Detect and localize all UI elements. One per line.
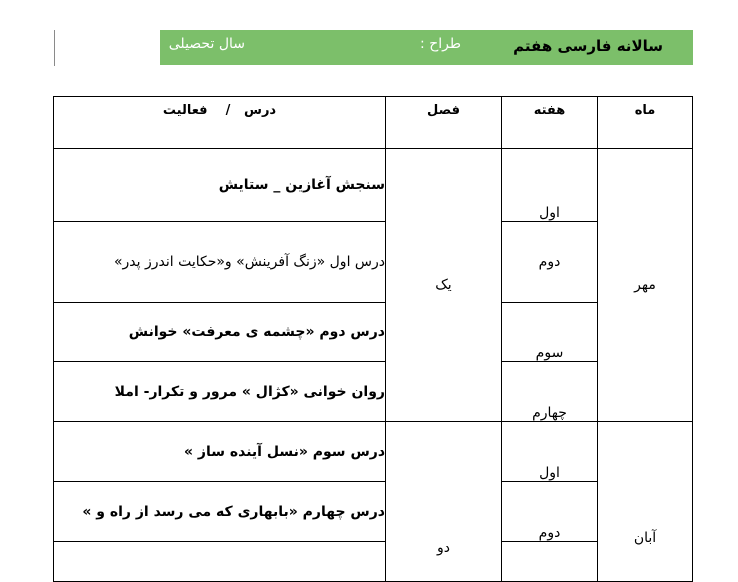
designer-label: طراح : [420, 36, 461, 52]
academic-year-label: سال تحصیلی [168, 36, 245, 52]
week-cell: اول [502, 422, 598, 482]
header-chapter: فصل [386, 97, 502, 149]
table-row [54, 542, 693, 582]
header-week: هفته [502, 97, 598, 149]
chapter-cell: دو [386, 422, 502, 582]
annual-plan-table [53, 96, 693, 582]
week-cell: سوم [502, 303, 598, 362]
table-header-row [54, 97, 693, 149]
activity-cell: درس دوم «چشمه ی معرفت» خوانش [54, 303, 386, 362]
header-activity: درس / فعالیت [54, 97, 386, 149]
week-cell: دوم [502, 482, 598, 542]
table-row [54, 222, 693, 303]
header-bar [160, 30, 693, 65]
table-row [54, 422, 693, 482]
week-cell [502, 542, 598, 582]
week-cell: چهارم [502, 362, 598, 422]
table-row [54, 149, 693, 222]
page-margin-line [54, 30, 55, 66]
month-cell: آبان [598, 422, 693, 582]
course-title: سالانه فارسی هفتم [513, 37, 663, 55]
table-row [54, 482, 693, 542]
week-cell: اول [502, 149, 598, 222]
activity-cell: درس اول «زنگ آفرینش» و«حکایت اندرز پدر» [54, 222, 386, 303]
activity-cell: سنجش آغازین _ ستایش [54, 149, 386, 222]
activity-cell: درس سوم «نسل آینده ساز » [54, 422, 386, 482]
chapter-cell: یک [386, 149, 502, 422]
table-row [54, 303, 693, 362]
activity-cell: روان خوانی «کژال » مرور و تکرار- املا [54, 362, 386, 422]
month-cell: مهر [598, 149, 693, 422]
table-row [54, 362, 693, 422]
header-month: ماه [598, 97, 693, 149]
activity-cell [54, 542, 386, 582]
activity-cell: درس چهارم «بابهاری که می رسد از راه و » [54, 482, 386, 542]
week-cell: دوم [502, 222, 598, 303]
